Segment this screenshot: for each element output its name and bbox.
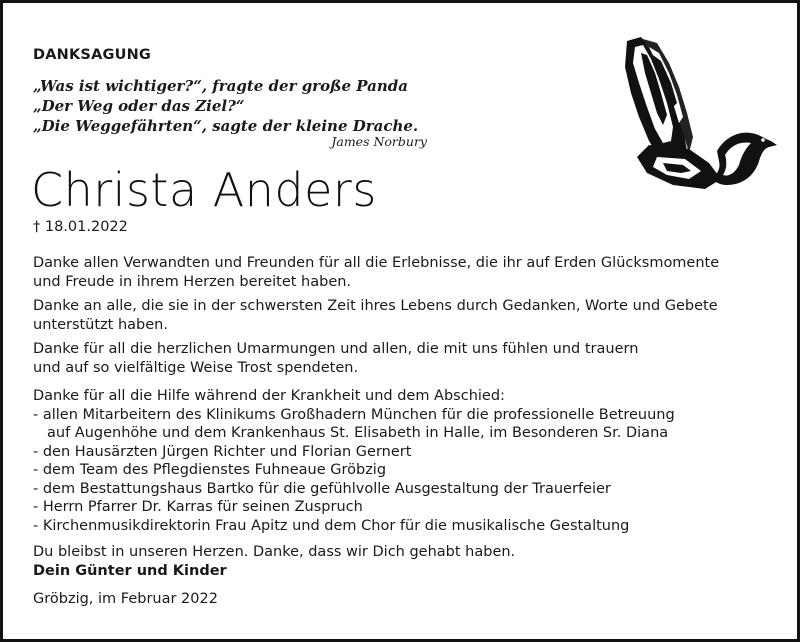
quote-line: „Der Weg oder das Ziel?“	[33, 97, 245, 115]
thanks-paragraph	[33, 254, 773, 291]
list-item: auf Augenhöhe und dem Krankenhaus St. Elisabeth in Halle, im Besonderen Sr. Diana	[47, 425, 669, 441]
paragraph-line: und Freude in ihrem Herzen bereitet haben.	[33, 273, 352, 290]
list-item: - allen Mitarbeitern des Klinikums Großhadern München für die professionelle Betreuung	[33, 406, 675, 423]
signature: Dein Günter und Kinder	[33, 562, 227, 579]
death-date: † 18.01.2022	[33, 219, 128, 235]
quote-author: James Norbury	[331, 134, 427, 149]
thanks-paragraph	[33, 297, 773, 334]
paragraph-line: und auf so vielfältige Weise Trost spendeten.	[33, 359, 359, 376]
list-item: - dem Team des Pflegdienstes Fuhneaue Gröbzig	[33, 462, 387, 478]
list-item: - den Hausärzten Jürgen Richter und Florian Gernert	[33, 443, 412, 460]
paragraph-line: Danke allen Verwandten und Freunden für all die Erlebnisse, die ihr auf Erden Glücksmomente	[33, 255, 720, 271]
list-item: - dem Bestattungshaus Bartko für die gefühlvolle Ausgestaltung der Trauerfeier	[33, 480, 611, 497]
list-item: - Herrn Pfarrer Dr. Karras für seinen Zuspruch	[33, 499, 363, 515]
quote-line: „Die Weggefährten“, sagte der kleine Drache.	[33, 117, 419, 135]
quote-line: „Was ist wichtiger?“, fragte der große Panda	[33, 77, 408, 95]
heading: DANKSAGUNG	[33, 47, 152, 63]
praying-hands-with-dove-icon	[613, 33, 778, 193]
message-body	[33, 254, 773, 609]
list-item: - Kirchenmusikdirektorin Frau Apitz und dem Chor für die musikalische Gestaltung	[33, 517, 630, 534]
deceased-name: Christa Anders	[31, 163, 377, 217]
thanks-paragraph	[33, 340, 773, 377]
quote	[33, 76, 418, 136]
paragraph-line: unterstützt haben.	[33, 316, 168, 333]
paragraph-line: Danke an alle, die sie in der schwersten Zeit ihres Lebens durch Gedanken, Worte und Gebete	[33, 298, 718, 314]
paragraph-line: Danke für all die herzlichen Umarmungen und allen, die mit uns fühlen und trauern	[33, 341, 639, 357]
place-date: Gröbzig, im Februar 2022	[33, 591, 218, 607]
closing-line: Du bleibst in unseren Herzen. Danke, dass wir Dich gehabt haben.	[33, 544, 516, 560]
list-intro: Danke für all die Hilfe während der Krankheit und dem Abschied:	[33, 388, 505, 404]
